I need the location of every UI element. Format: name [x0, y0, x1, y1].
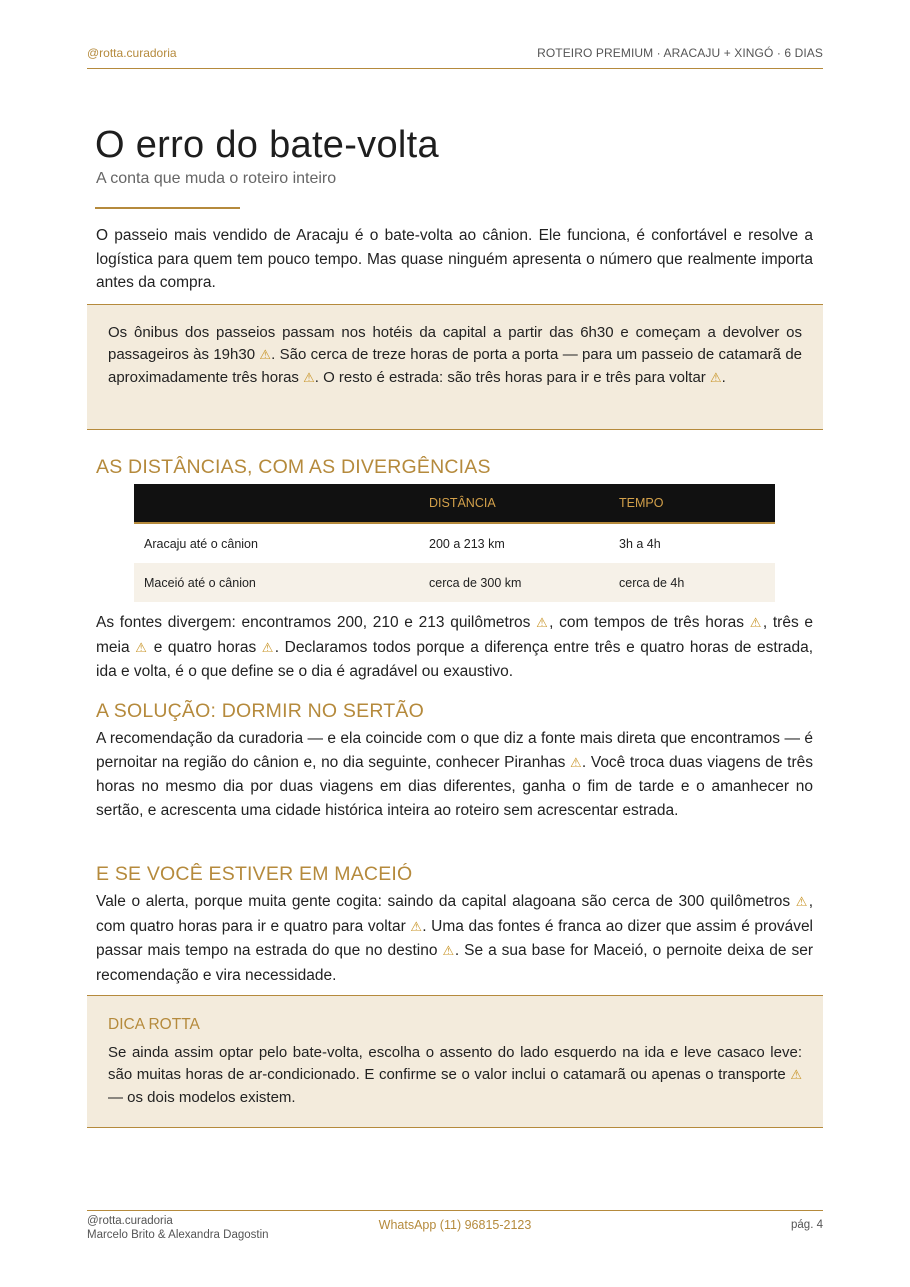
- title-divider: [95, 207, 240, 209]
- warning-icon: ⚠: [303, 371, 315, 386]
- warning-icon: ⚠: [135, 640, 149, 656]
- warning-icon: ⚠: [709, 371, 722, 386]
- table-cell: Aracaju até o cânion: [144, 536, 258, 551]
- warning-icon: ⚠: [569, 755, 582, 771]
- page-title: O erro do bate-volta: [95, 124, 439, 166]
- section-heading-distances: AS DISTÂNCIAS, COM AS DIVERGÊNCIAS: [96, 456, 491, 478]
- table-header-cell: TEMPO: [609, 484, 775, 523]
- footer-authors: Marcelo Brito & Alexandra Dagostin: [87, 1229, 269, 1241]
- table-cell: cerca de 4h: [609, 563, 775, 602]
- table-header-cell: [134, 484, 419, 523]
- maceio-paragraph: Vale o alerta, porque muita gente cogita: saindo da capital alagoana são cerca de 300 quilômetros ⚠, com quatro horas para ir e quatro para voltar ⚠. Uma das fontes é franca ao dizer que assim é provável passar mais tempo na estrada do que no destino ⚠. Se a sua base for Maceió, o pernoite deixa de ser recomendação e vira necessidade.: [96, 893, 814, 984]
- warning-icon: ⚠: [795, 895, 809, 910]
- footer-handle: @rotta.curadoria: [87, 1215, 173, 1227]
- distances-note-paragraph: As fontes divergem: encontramos 200, 210 e 213 quilômetros ⚠, com tempos de três horas ⚠, três e meia ⚠ e quatro horas ⚠. Declaramos todos porque a diferença entre três e quatro horas de estrada, ida e volta, é o que define se o dia é agradável ou exaustivo.: [96, 614, 814, 680]
- table-cell: cerca de 300 km: [419, 563, 609, 602]
- page-subtitle: A conta que muda o roteiro inteiro: [96, 170, 337, 187]
- section-heading-maceio: E SE VOCÊ ESTIVER EM MACEIÓ: [96, 863, 413, 885]
- table-row: [134, 523, 775, 563]
- intro-paragraph: O passeio mais vendido de Aracaju é o bate-volta ao cânion. Ele funciona, é confortável e resolve a logística para quem tem pouco tempo. Mas quase ninguém apresenta o número que realmente importa antes da compra.: [96, 227, 813, 291]
- tip-title: DICA ROTTA: [108, 1016, 200, 1033]
- warning-icon: ⚠: [259, 348, 272, 363]
- table-header-cell: DISTÂNCIA: [419, 484, 609, 523]
- distances-table: [134, 484, 775, 602]
- warning-icon: ⚠: [790, 1068, 802, 1083]
- page-number: pág. 4: [791, 1219, 823, 1231]
- warning-icon: ⚠: [261, 640, 275, 656]
- solution-paragraph: A recomendação da curadoria — e ela coincide com o que diz a fonte mais direta que encontramos — é pernoitar na região do cânion e, no dia seguinte, conhecer Piranhas ⚠. Você troca duas viagens de três horas no mesmo dia por duas viagens em dias diferentes, ganha o fim de tarde e o amanhecer no sertão, e acrescenta uma cidade histórica inteira ao roteiro sem acrescentar estrada.: [96, 730, 813, 819]
- warning-icon: ⚠: [442, 944, 455, 959]
- warning-icon: ⚠: [536, 616, 550, 631]
- page-footer: [87, 1210, 823, 1241]
- tip-text: Se ainda assim optar pelo bate-volta, escolha o assento do lado esquerdo na ida e leve casaco leve: são muitas horas de ar-condicionado. E confirme se o valor inclui o catamarã ou apenas o transporte ⚠ — os dois modelos existem.: [108, 1044, 802, 1106]
- footer-whatsapp-contact[interactable]: WhatsApp (11) 96815-2123: [378, 1218, 532, 1232]
- header-doc-title: ROTEIRO PREMIUM · ARACAJU + XINGÓ · 6 DIAS: [537, 46, 823, 60]
- table-header-row: [134, 484, 775, 523]
- tip-box: [87, 995, 823, 1128]
- page-header: [87, 46, 823, 69]
- table-cell: 200 a 213 km: [429, 536, 505, 551]
- header-handle: @rotta.curadoria: [87, 46, 177, 60]
- section-heading-solution: A SOLUÇÃO: DORMIR NO SERTÃO: [96, 700, 424, 722]
- highlight-text: Os ônibus dos passeios passam nos hotéis da capital a partir das 6h30 e começam a devolver os passageiros às 19h30 ⚠. São cerca de treze horas de porta a porta — para um passeio de catamarã de aproximadamente três horas ⚠. O resto é estrada: são três horas para ir e três para voltar ⚠.: [108, 324, 803, 386]
- table-cell: 3h a 4h: [619, 536, 661, 551]
- table-cell: Maceió até o cânion: [134, 563, 419, 602]
- warning-icon: ⚠: [410, 919, 423, 935]
- warning-icon: ⚠: [749, 616, 763, 631]
- highlight-box: [87, 304, 823, 430]
- table-row: [134, 563, 775, 602]
